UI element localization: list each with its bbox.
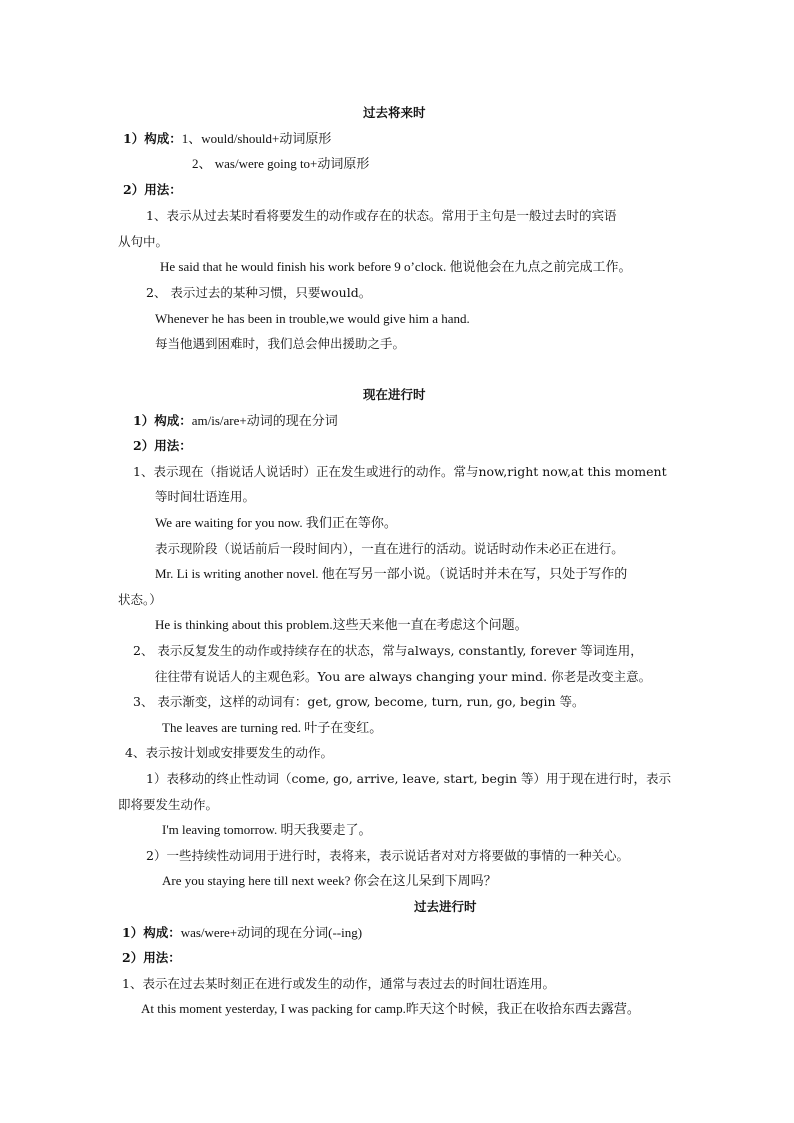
usage-text: 从句中。 bbox=[118, 234, 169, 249]
item-number: 2） bbox=[123, 182, 145, 197]
composition-line bbox=[133, 412, 338, 430]
section-title-past-future: 过去将来时 bbox=[363, 105, 426, 120]
section-title-present-continuous: 现在进行时 bbox=[363, 387, 426, 402]
example-sentence: The leaves are turning red. 叶子在变红。 bbox=[162, 720, 383, 735]
item-number: 2） bbox=[122, 950, 144, 965]
usage-text: 等时间壮语连用。 bbox=[155, 489, 256, 504]
example-sentence: Mr. Li is writing another novel. 他在写另一部小说。（说话时并未在写，只处于写作的 bbox=[155, 566, 628, 581]
usage-text: 1、表示从过去某时看将要发生的动作或存在的状态。常用于主句是一般过去时的宾语 bbox=[146, 208, 617, 223]
usage-label: 用法： bbox=[143, 950, 181, 965]
usage-text: 3、 表示渐变，这样的动词有：get, grow, become, turn, run, go, begin 等。 bbox=[133, 694, 585, 709]
item-number: 1） bbox=[133, 413, 155, 428]
usage-text: 往往带有说话人的主观色彩。You are always changing your mind. 你老是改变主意。 bbox=[155, 669, 652, 684]
composition-text: 1、would/should+动词原形 bbox=[181, 131, 332, 146]
usage-text: 1）表移动的终止性动词（come, go, arrive, leave, start, begin 等）用于现在进行时，表示 bbox=[146, 771, 671, 786]
usage-heading bbox=[133, 437, 192, 455]
example-sentence: I'm leaving tomorrow. 明天我要走了。 bbox=[162, 822, 372, 837]
composition-text: am/is/are+动词的现在分词 bbox=[191, 413, 338, 428]
usage-heading bbox=[122, 949, 181, 967]
composition-label: 构成： bbox=[143, 925, 181, 940]
usage-text: 1、表示现在（指说话人说话时）正在发生或进行的动作。常与now,right now,at this moment bbox=[133, 464, 667, 479]
usage-label: 用法： bbox=[144, 182, 182, 197]
composition-label: 构成： bbox=[154, 413, 192, 428]
item-number: 1） bbox=[122, 925, 144, 940]
usage-text: 表示现阶段（说话前后一段时间内），一直在进行的活动。说话时动作未必正在进行。 bbox=[155, 541, 624, 556]
composition-line-1 bbox=[123, 130, 331, 148]
item-number: 1） bbox=[123, 131, 145, 146]
composition-label: 构成： bbox=[144, 131, 182, 146]
usage-text: 4、表示按计划或安排要发生的动作。 bbox=[125, 745, 333, 760]
example-sentence: He said that he would finish his work before 9 o’clock. 他说他会在九点之前完成工作。 bbox=[160, 259, 632, 274]
example-sentence: We are waiting for you now. 我们正在等你。 bbox=[155, 515, 397, 530]
example-translation: 每当他遇到困难时，我们总会伸出援助之手。 bbox=[155, 336, 406, 351]
item-number: 2） bbox=[133, 438, 155, 453]
usage-text: 2、 表示过去的某种习惯，只要would。 bbox=[146, 285, 372, 300]
usage-text: 2）一些持续性动词用于进行时，表将来，表示说话者对对方将要做的事情的一种关心。 bbox=[146, 848, 629, 863]
section-title-past-continuous: 过去进行时 bbox=[414, 899, 477, 914]
composition-line-2: 2、 was/were going to+动词原形 bbox=[192, 156, 370, 171]
usage-text: 1、表示在过去某时刻正在进行或发生的动作，通常与表过去的时间壮语连用。 bbox=[122, 976, 555, 991]
usage-text: 2、 表示反复发生的动作或持续存在的状态，常与always, constantly, forever 等词连用， bbox=[133, 643, 643, 658]
example-sentence: Are you staying here till next week? 你会在这儿呆到下周吗？ bbox=[162, 873, 497, 888]
composition-line bbox=[122, 924, 362, 942]
example-sentence: Whenever he has been in trouble,we would give him a hand. bbox=[155, 311, 470, 326]
usage-text: 即将要发生动作。 bbox=[118, 797, 219, 812]
usage-heading bbox=[123, 181, 182, 199]
usage-text: 状态。） bbox=[118, 592, 162, 607]
composition-text: was/were+动词的现在分词(--ing) bbox=[180, 925, 363, 940]
usage-label: 用法： bbox=[154, 438, 192, 453]
example-sentence: At this moment yesterday, I was packing for camp.昨天这个时候，我正在收拾东西去露营。 bbox=[141, 1001, 640, 1016]
example-sentence: He is thinking about this problem.这些天来他一直在考虑这个问题。 bbox=[155, 617, 528, 632]
